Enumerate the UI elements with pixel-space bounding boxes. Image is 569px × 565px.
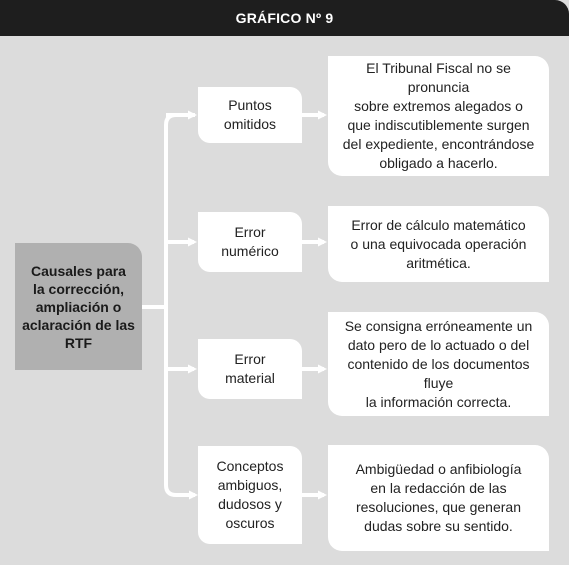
description-node-error-numerico: Error de cálculo matemático o una equivocada operación aritmética. xyxy=(328,206,549,282)
description-node-error-material: Se consigna erróneamente un dato pero de lo actuado o del contenido de los documentos fluye la información correcta. xyxy=(328,312,549,416)
category-node-puntos-omitidos: Puntos omitidos xyxy=(198,87,302,143)
category-node-error-numerico: Error numérico xyxy=(198,212,302,272)
category-node-error-material: Error material xyxy=(198,339,302,399)
description-node-puntos-omitidos: El Tribunal Fiscal no se pronuncia sobre extremos alegados o que indiscutiblemente surgen del expediente, encontrándose obligado a hacerlo. xyxy=(328,56,549,176)
trunk-line xyxy=(166,115,195,495)
description-node-conceptos-ambiguos: Ambigüedad o anfibiología en la redacción de las resoluciones, que generan dudas sobre su sentido. xyxy=(328,445,549,551)
root-node: Causales para la corrección, ampliación o aclaración de las RTF xyxy=(15,243,142,370)
category-node-conceptos-ambiguos: Conceptos ambiguos, dudosos y oscuros xyxy=(198,446,302,544)
figure-title: GRÁFICO Nº 9 xyxy=(0,0,569,36)
